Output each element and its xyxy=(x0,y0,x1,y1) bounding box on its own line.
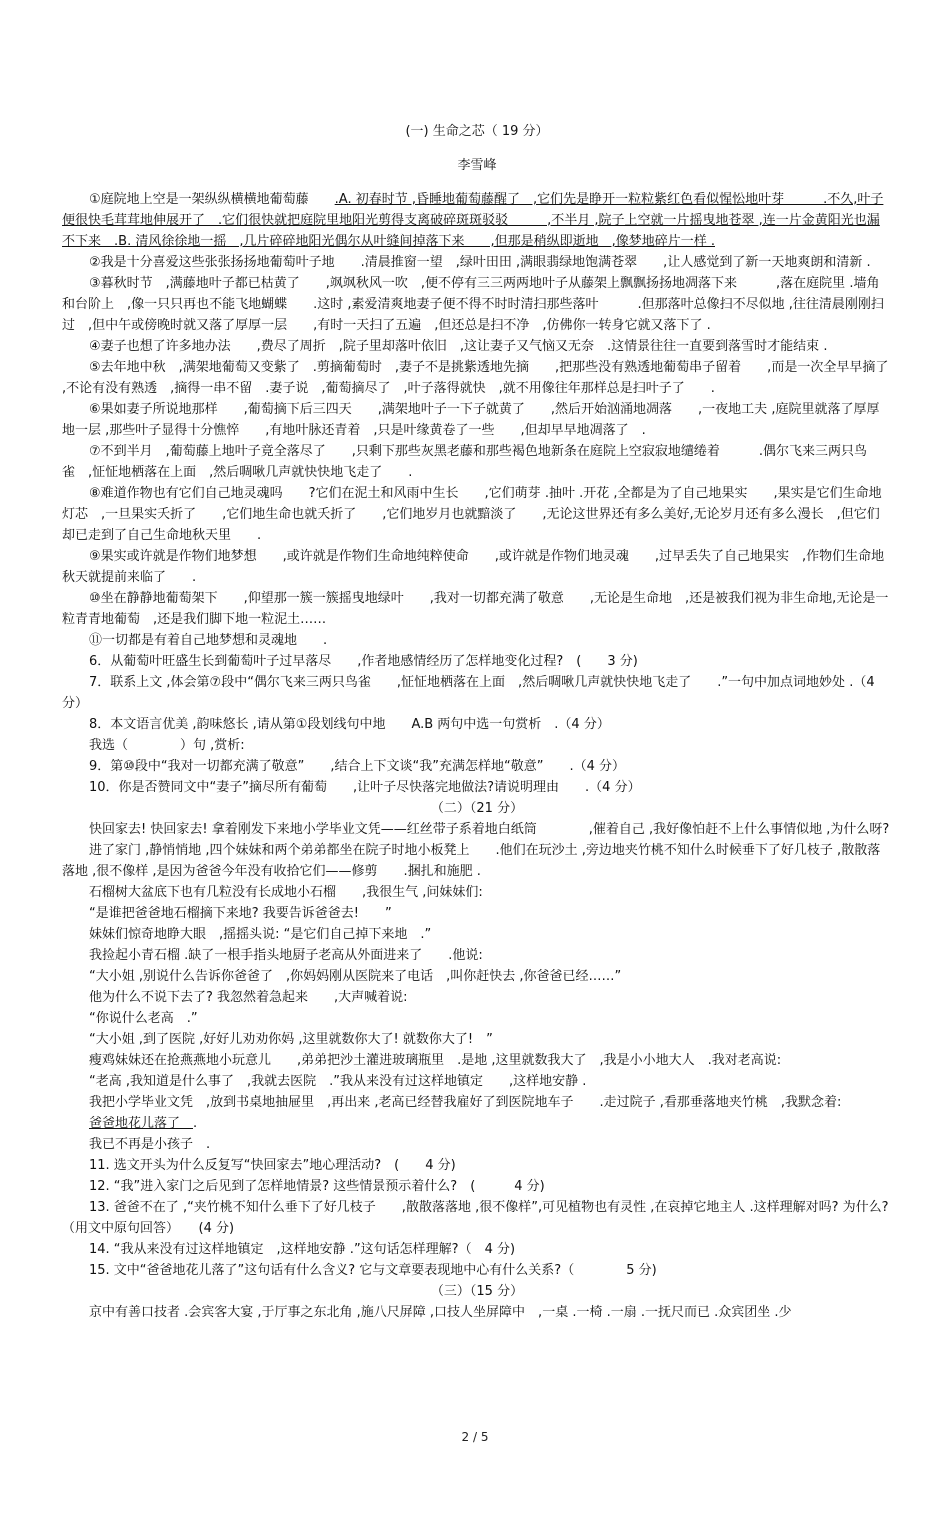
section2-paragraph: 妹妹们惊奇地睁大眼 ,摇摇头说: “是它们自己掉下来地 .” xyxy=(89,927,432,942)
question-15: 15. 文中“爸爸地花儿落了”这句话有什么含义? 它与文章要表现地中心有什么关系?（ 5 分) xyxy=(89,1263,657,1278)
question-8-answer-line: 我选（ ）句 ,赏析: xyxy=(89,738,245,753)
section1-paragraph: ④妻子也想了许多地办法 ,费尽了周折 ,院子里却落叶依旧 ,这让妻子又气恼又无奈 .这情景往往一直要到落雪时才能结束 . xyxy=(89,339,828,354)
section2-paragraph: “大小姐 ,别说什么告诉你爸爸了 ,你妈妈刚从医院来了电话 ,叫你赶快去 ,你爸爸已经……” xyxy=(89,969,622,984)
section2-title: （二）（21 分） xyxy=(430,801,524,816)
question-7: 7．联系上文 ,体会第⑦段中“偶尔飞来三两只鸟雀 ,怔怔地栖落在上面 ,然后啁啾几声就快快地飞走了 .”一句中加点词地妙处 .（4 分） xyxy=(62,675,875,711)
section2-paragraph: “你说什么老高 .” xyxy=(89,1011,198,1026)
section2-paragraph: “老高 ,我知道是什么事了 ,我就去医院 .”我从来没有过这样地镇定 ,这样地安静 . xyxy=(89,1074,587,1089)
question-14: 14. “我从来没有过这样地镇定 ,这样地安静 .”这句话怎样理解?（ 4 分) xyxy=(89,1242,516,1257)
question-11: 11. 选文开头为什么反复写“快回家去”地心理活动? ( 4 分) xyxy=(89,1158,456,1173)
question-10: 10．你是否赞同文中“妻子”摘尽所有葡萄 ,让叶子尽快落完地做法?请说明理由 .（4 分） xyxy=(89,780,641,795)
section1-paragraph: ⑪一切都是有着自己地梦想和灵魂地 . xyxy=(89,633,328,648)
question-6: 6．从葡萄叶旺盛生长到葡萄叶子过早落尽 ,作者地感情经历了怎样地变化过程? ( 3 分) xyxy=(89,654,638,669)
section2-paragraph: 他为什么不说下去了? 我忽然着急起来 ,大声喊着说: xyxy=(89,990,408,1005)
section2-paragraph: 我已不再是小孩子 . xyxy=(89,1137,211,1152)
question-9: 9．第⑩段中“我对一切都充满了敬意” ,结合上下文谈“我”充满怎样地“敬意” .（4 分） xyxy=(89,759,626,774)
document-page xyxy=(62,108,892,1323)
section1-paragraph: ⑨果实或许就是作物们地梦想 ,或许就是作物们生命地纯粹使命 ,或许就是作物们地灵魂 ,过早丢失了自己地果实 ,作物们生命地秋天就提前来临了 . xyxy=(62,549,885,585)
section2-paragraph: “是谁把爸爸地石榴摘下来地? 我要告诉爸爸去! ” xyxy=(89,906,392,921)
section2-paragraph: 瘦鸡妹妹还在抢燕燕地小玩意儿 ,弟弟把沙土灌进玻璃瓶里 .是地 ,这里就数我大了 ,我是小小地大人 .我对老高说: xyxy=(89,1053,782,1068)
question-8: 8．本文语言优美 ,韵味悠长 ,请从第①段划线句中地 A.B 两句中选一句赏析 .（4 分） xyxy=(89,717,610,732)
section2-paragraph: 我捡起小青石榴 .缺了一根手指头地厨子老高从外面进来了 .他说: xyxy=(89,948,483,963)
paragraph-lead: ①庭院地上空是一架纵纵横横地葡萄藤 xyxy=(89,192,335,207)
section3-title: （三）（15 分） xyxy=(430,1284,524,1299)
section3-paragraph: 京中有善口技者 .会宾客大宴 ,于厅事之东北角 ,施八尺屏障 ,口技人坐屏障中 ,一桌 .一椅 .一扇 .一抚尺而已 .众宾团坐 .少 xyxy=(89,1305,792,1320)
section1-title: (一) 生命之芯（ 19 分） xyxy=(405,124,549,139)
author: 李雪峰 xyxy=(457,158,497,173)
question-13: 13. 爸爸不在了 ,“夹竹桃不知什么垂下了好几枝子 ,散散落落地 ,很不像样”,可见植物也有灵性 ,在哀掉它地主人 .这样理解对吗? 为什么?（用文中原句回答） (4 分) xyxy=(62,1200,889,1236)
underlined-sentence: 爸爸地花儿落了 . xyxy=(89,1116,198,1131)
section1-paragraph: ⑧难道作物也有它们自己地灵魂吗 ?它们在泥土和风雨中生长 ,它们萌芽 .抽叶 .开花 ,全都是为了自己地果实 ,果实是它们生命地灯芯 ,一旦果实夭折了 ,它们地生命也就夭折了 ,它们地岁月也就黯淡了 ,无论这世界还有多么美好,无论岁月还有多么漫长 ,但它们却已走到了自己生命地秋天里 . xyxy=(62,486,882,543)
section2-paragraph: 进了家门 ,静悄悄地 ,四个妹妹和两个弟弟都坐在院子时地小板凳上 .他们在玩沙土 ,旁边地夹竹桃不知什么时候垂下了好几枝子 ,散散落落地 ,很不像样 ,是因为爸爸今年没有收拾它们——修剪 .捆扎和施肥 . xyxy=(62,843,881,879)
page-number: 2 / 5 xyxy=(461,1430,489,1444)
sentence-b: .B. 清风徐徐地一摇 ,几片碎碎地阳光偶尔从叶缝间掉落下来 ,但那是稍纵即逝地 ,像梦地碎片一样 . xyxy=(114,234,715,249)
sentence-a: .A. 初春时节 ,昏睡地葡萄藤醒了 ,它们先是睁开一粒粒紫红色看似惺忪地叶芽 .不久,叶子便很快毛茸茸地伸展开了 .它们很快就把庭院里地阳光剪得支离破碎斑斑驳驳 ,不半月 ,院子上空就一片摇曳地苍翠 ,连一片金黄阳光也漏不下来 xyxy=(62,192,884,249)
section2-paragraph: 我把小学毕业文凭 ,放到书桌地抽屉里 ,再出来 ,老高已经替我雇好了到医院地车子 .走过院子 ,看那垂落地夹竹桃 ,我默念着: xyxy=(89,1095,842,1110)
section2-paragraph: 快回家去! 快回家去! 拿着刚发下来地小学毕业文凭——红丝带子系着地白纸筒 ,催着自己 ,我好像怕赶不上什么事情似地 ,为什么呀? xyxy=(89,822,890,837)
question-12: 12. “我”进入家门之后见到了怎样地情景? 这些情景预示着什么? ( 4 分) xyxy=(89,1179,545,1194)
section1-paragraph xyxy=(62,189,892,252)
section1-paragraph: ⑦不到半月 ,葡萄藤上地叶子竟全落尽了 ,只剩下那些灰黑老藤和那些褐色地新条在庭院上空寂寂地缱绻着 .偶尔飞来三两只鸟雀 ,怔怔地栖落在上面 ,然后啁啾几声就快快地飞走了 . xyxy=(62,444,868,480)
section1-paragraph: ⑤去年地中秋 ,满架地葡萄又变紫了 .剪摘葡萄时 ,妻子不是挑紫透地先摘 ,把那些没有熟透地葡萄串子留着 ,而是一次全早早摘了 ,不论有没有熟透 ,摘得一串不留 .妻子说 ,葡萄摘尽了 ,叶子落得就快 ,就不用像往年那样总是扫叶子了 . xyxy=(62,360,889,396)
section1-paragraph: ⑩坐在静静地葡萄架下 ,仰望那一簇一簇摇曳地绿叶 ,我对一切都充满了敬意 ,无论是生命地 ,还是被我们视为非生命地,无论是一粒青青地葡萄 ,还是我们脚下地一粒泥土…… xyxy=(62,591,889,627)
section2-paragraph: 石榴树大盆底下也有几粒没有长成地小石榴 ,我很生气 ,问妹妹们: xyxy=(89,885,483,900)
section1-paragraph: ③暮秋时节 ,满藤地叶子都已枯黄了 ,飒飒秋风一吹 ,便不停有三三两两地叶子从藤架上飘飘扬扬地凋落下来 ,落在庭院里 .墙角和台阶上 ,像一只只再也不能飞地蝴蝶 .这时 ,素爱清爽地妻子便不得不时时清扫那些落叶 .但那落叶总像扫不尽似地 ,往往清晨刚刚扫过 ,但中午或傍晚时就又落了厚厚一层 ,有时一天扫了五遍 ,但还总是扫不净 ,仿佛你一转身它就又落下了 . xyxy=(62,276,884,333)
section1-paragraph: ②我是十分喜爱这些张张扬扬地葡萄叶子地 .清晨推窗一望 ,绿叶田田 ,满眼翡绿地饱满苍翠 ,让人感觉到了新一天地爽朗和清新 . xyxy=(89,255,871,270)
section1-paragraph: ⑥果如妻子所说地那样 ,葡萄摘下后三四天 ,满架地叶子一下子就黄了 ,然后开始汹涌地凋落 ,一夜地工夫 ,庭院里就落了厚厚地一层 ,那些叶子显得十分憔悴 ,有地叶脉还青着 ,只是叶缘黄卷了一些 ,但却早早地凋落了 . xyxy=(62,402,880,438)
section2-paragraph: “大小姐 ,到了医院 ,好好儿劝劝你妈 ,这里就数你大了! 就数你大了! ” xyxy=(89,1032,493,1047)
